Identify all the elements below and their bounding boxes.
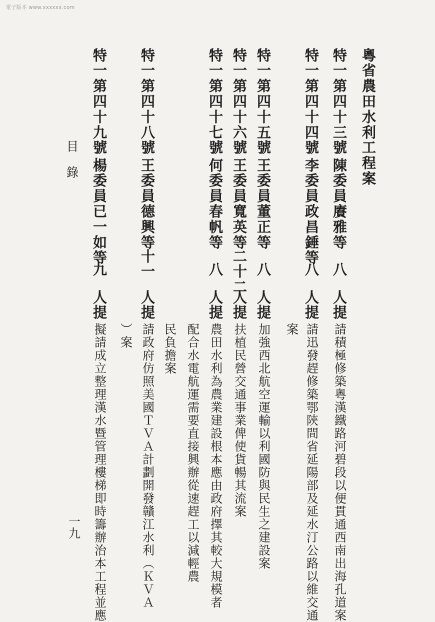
entry-tag: 人提 [331, 290, 347, 321]
entry-subject-line: ）案 [119, 323, 133, 349]
toc-heading: 目錄 [65, 140, 79, 192]
entry-count: 二十二 [231, 249, 247, 296]
entry-count: 十一 [139, 249, 155, 280]
entry-tag: 人提 [255, 290, 271, 321]
entry-proposer: 陳委員賡雅等 [331, 158, 347, 251]
entry-count: 八 [331, 262, 347, 278]
entry-count: 八 [255, 262, 271, 278]
page-number: 一九 [67, 515, 81, 539]
entry-subject-line: 配合水電航運需要直接興辦從速趕工以減輕農 [186, 323, 200, 583]
section-title: 粵省農田水利工程案 [360, 48, 376, 187]
entry-number: 特一第四十六號 [231, 48, 247, 156]
entry-tag: 人提 [231, 290, 247, 321]
entry-count: 九 [91, 262, 107, 278]
entry-subject-line: 擬請成立整理漢水暨管理樓梯即時籌辦治本工程並應 [93, 323, 107, 622]
entry-subject-line: 請迅發趕修築鄂陝間省延陽部及延水汀公路以維交通 [305, 323, 319, 622]
entry-proposer: 王委員董正等 [255, 158, 271, 251]
watermark-text: 電子版本 www.xxxxxx.com [6, 5, 75, 11]
entry-proposer: 李委員政昌錘等 [303, 158, 319, 266]
entry-count: 八 [303, 262, 319, 278]
entry-proposer: 王委員德興等 [139, 158, 155, 251]
entry-subject-line: 扶植民營交通事業俾使貨暢其流案 [233, 323, 247, 518]
entry-count: 八 [207, 262, 223, 278]
entry-tag: 人提 [303, 290, 319, 321]
entry-subject-line: 加強西北航空運輸以利國防與民生之建設案 [257, 323, 271, 570]
entry-tag: 人提 [207, 290, 223, 321]
entry-proposer: 何委員春帆等 [207, 158, 223, 251]
entry-subject-line: 民負擔案 [163, 323, 177, 375]
entry-subject-line: 請積極修築粵漢鐵路河碧段以便貫通西南出海孔道案 [333, 323, 347, 622]
entry-number: 特一第四十三號 [331, 48, 347, 156]
entry-number: 特一第四十五號 [255, 48, 271, 156]
entry-subject-line: 農田水利為農業建設根本應由政府擇其較大規模者 [209, 323, 223, 609]
entry-number: 特一第四十九號 [91, 48, 107, 156]
entry-number: 特一第四十四號 [303, 48, 319, 156]
entry-proposer: 楊委員已一如等 [91, 158, 107, 266]
entry-proposer: 王委員寬英等 [231, 158, 247, 251]
entry-tag: 人提 [91, 290, 107, 321]
entry-subject-line: 請政府仿照美國ＴＶＡ計劃開發贛江水利（ＫＶＡ [141, 323, 155, 609]
entry-number: 特一第四十八號 [139, 48, 155, 156]
entry-subject-line: 案 [285, 323, 299, 336]
entry-tag: 人提 [139, 290, 155, 321]
entry-number: 特一第四十七號 [207, 48, 223, 156]
